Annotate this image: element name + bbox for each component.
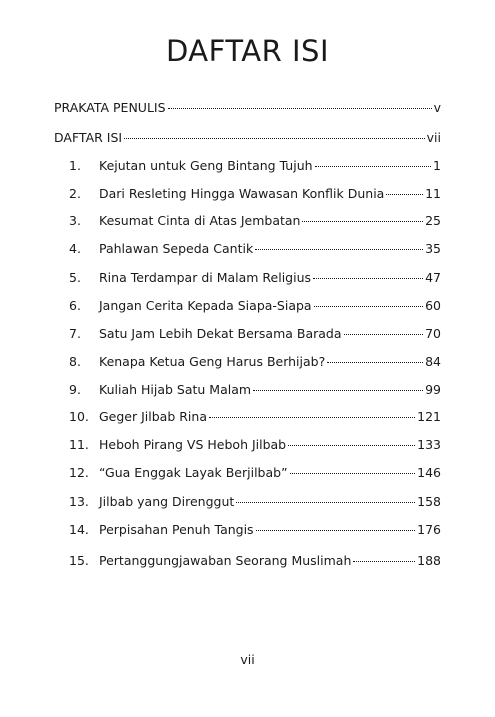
- chapter-title: Kuliah Hijab Satu Malam: [99, 382, 252, 397]
- toc-entry-page: vii: [426, 130, 441, 145]
- toc-chapter[interactable]: [69, 382, 441, 398]
- toc-chapter[interactable]: [69, 494, 441, 510]
- chapter-page: 146: [417, 465, 441, 480]
- chapter-number: 4.: [69, 241, 81, 256]
- chapter-page: 25: [425, 213, 441, 228]
- chapter-title: Pertanggungjawaban Seorang Muslimah: [99, 553, 352, 568]
- chapter-number: 10.: [69, 409, 89, 424]
- chapter-number: 14.: [69, 522, 89, 537]
- leader-dots: [314, 306, 424, 307]
- chapter-number: 13.: [69, 494, 89, 509]
- chapter-page: 70: [425, 326, 441, 341]
- chapter-page: 176: [417, 522, 441, 537]
- chapter-title: “Gua Enggak Layak Berjilbab”: [99, 465, 288, 480]
- page-number: vii: [240, 652, 255, 667]
- chapter-number: 11.: [69, 437, 89, 452]
- leader-dots: [353, 561, 415, 562]
- leader-dots: [256, 530, 416, 531]
- toc-entry-page: v: [433, 100, 441, 115]
- chapter-title: Dari Resleting Hingga Wawasan Konflik Dunia: [99, 186, 385, 201]
- toc-chapter[interactable]: [69, 522, 441, 538]
- chapter-number: 3.: [69, 213, 81, 228]
- chapter-title: Geger Jilbab Rina: [99, 409, 207, 424]
- leader-dots: [236, 502, 415, 503]
- leader-dots: [344, 334, 424, 335]
- toc-chapter[interactable]: [69, 553, 441, 569]
- chapter-page: 11: [425, 186, 441, 201]
- chapter-page: 60: [425, 298, 441, 313]
- chapter-page: 99: [425, 382, 441, 397]
- leader-dots: [124, 138, 425, 139]
- leader-dots: [288, 445, 415, 446]
- leader-dots: [386, 194, 423, 195]
- leader-dots: [168, 108, 432, 109]
- chapter-page: 1: [433, 158, 441, 173]
- chapter-page: 35: [425, 241, 441, 256]
- toc-chapter[interactable]: [69, 437, 441, 453]
- chapter-title: Pahlawan Sepeda Cantik: [99, 241, 254, 256]
- chapter-number: 6.: [69, 298, 81, 313]
- chapter-number: 1.: [69, 158, 81, 173]
- chapter-number: 2.: [69, 186, 81, 201]
- chapter-number: 12.: [69, 465, 89, 480]
- chapter-page: 158: [417, 494, 441, 509]
- toc-entry-label: DAFTAR ISI: [54, 130, 123, 145]
- leader-dots: [315, 166, 432, 167]
- chapter-number: 8.: [69, 354, 81, 369]
- toc-chapter[interactable]: [69, 326, 441, 342]
- toc-chapter[interactable]: [69, 354, 441, 370]
- chapter-page: 188: [417, 553, 441, 568]
- chapter-title: Kenapa Ketua Geng Harus Berhijab?: [99, 354, 326, 369]
- leader-dots: [209, 417, 415, 418]
- chapter-number: 5.: [69, 270, 81, 285]
- chapter-number: 7.: [69, 326, 81, 341]
- chapter-page: 47: [425, 270, 441, 285]
- toc-entry-label: PRAKATA PENULIS: [54, 100, 166, 115]
- page-title: DAFTAR ISI: [165, 34, 329, 68]
- toc-chapter[interactable]: [69, 186, 441, 202]
- toc-chapter[interactable]: [69, 241, 441, 257]
- chapter-title: Kejutan untuk Geng Bintang Tujuh: [99, 158, 313, 173]
- leader-dots: [253, 390, 423, 391]
- chapter-title: Perpisahan Penuh Tangis: [99, 522, 254, 537]
- toc-chapter[interactable]: [69, 409, 441, 425]
- chapter-title: Satu Jam Lebih Dekat Bersama Barada: [99, 326, 342, 341]
- toc-entry-prakata[interactable]: [54, 100, 441, 116]
- chapter-number: 15.: [69, 553, 89, 568]
- chapter-page: 133: [417, 437, 441, 452]
- leader-dots: [327, 362, 423, 363]
- leader-dots: [302, 221, 423, 222]
- leader-dots: [290, 473, 416, 474]
- chapter-title: Heboh Pirang VS Heboh Jilbab: [99, 437, 287, 452]
- chapter-title: Jangan Cerita Kepada Siapa-Siapa: [99, 298, 312, 313]
- toc-chapter[interactable]: [69, 465, 441, 481]
- toc-chapter[interactable]: [69, 213, 441, 229]
- chapter-page: 121: [417, 409, 441, 424]
- chapter-title: Rina Terdampar di Malam Religius: [99, 270, 312, 285]
- leader-dots: [313, 278, 423, 279]
- chapter-title: Kesumat Cinta di Atas Jembatan: [99, 213, 301, 228]
- toc-chapter[interactable]: [69, 270, 441, 286]
- toc-entry-daftar-isi[interactable]: [54, 130, 441, 146]
- chapter-title: Jilbab yang Direnggut: [99, 494, 235, 509]
- chapter-page: 84: [425, 354, 441, 369]
- toc-chapter[interactable]: [69, 158, 441, 174]
- toc-chapter[interactable]: [69, 298, 441, 314]
- leader-dots: [255, 249, 423, 250]
- chapter-number: 9.: [69, 382, 81, 397]
